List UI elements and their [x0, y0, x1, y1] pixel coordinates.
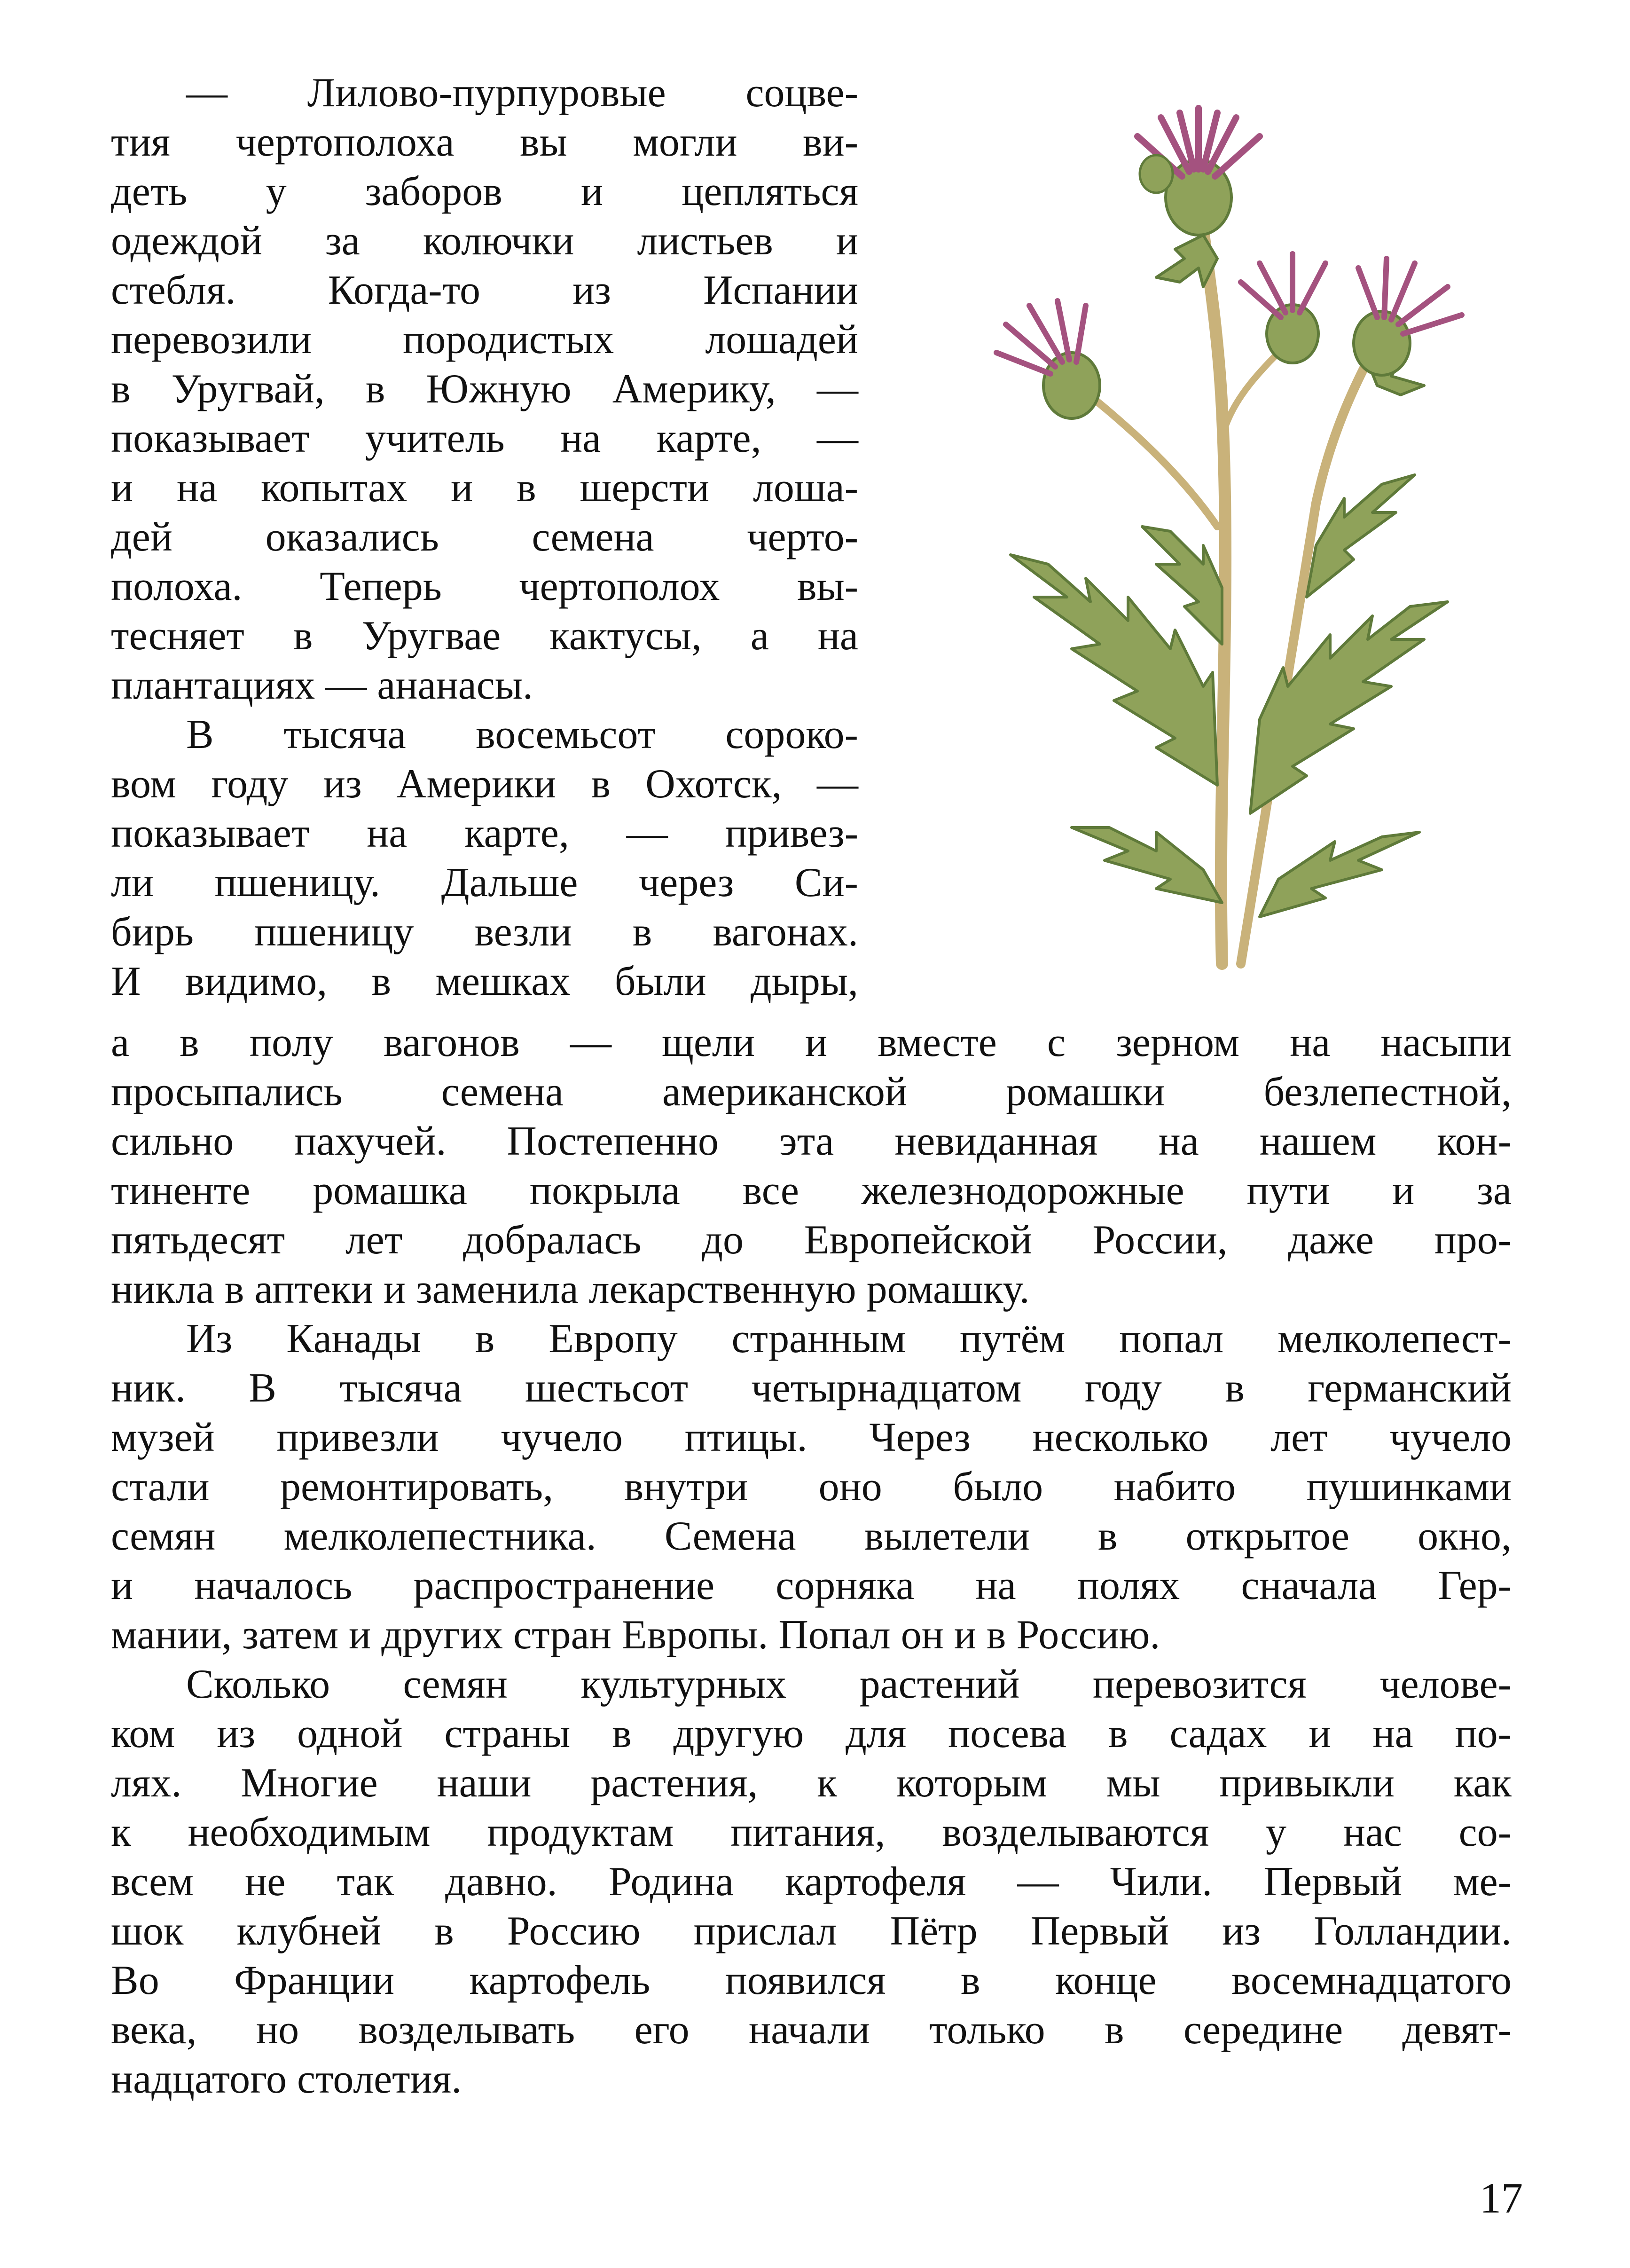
text-line: пятьдесят лет добралась до Европейской России, даже про- — [111, 1217, 1512, 1263]
text-line: а в полу вагонов — щели и вместе с зерном на насыпи — [111, 1020, 1512, 1065]
text-line: В тысяча восемьсот сороко- — [186, 712, 858, 757]
text-line: вом году из Америки в Охотск, — — [111, 761, 858, 807]
text-line: надцатого столетия. — [111, 2056, 462, 2102]
text-line: И видимо, в мешках были дыры, — [111, 959, 858, 1004]
text-line: ли пшеницу. Дальше через Си- — [111, 860, 858, 906]
text-line: семян мелколепестника. Семена вылетели в открытое окно, — [111, 1513, 1512, 1559]
text-line: плантациях — ананасы. — [111, 662, 533, 708]
text-line: тиненте ромашка покрыла все железнодорожные пути и за — [111, 1168, 1512, 1213]
text-line: сильно пахучей. Постепенно эта невиданная на нашем кон- — [111, 1118, 1512, 1164]
text-line: полоха. Теперь чертополох вы- — [111, 564, 858, 609]
text-line: — Лилово-пурпуровые соцве- — [186, 70, 858, 116]
text-line: всем не так давно. Родина картофеля — Чили. Первый ме- — [111, 1859, 1512, 1905]
thistle-plant-illustration — [893, 80, 1570, 973]
paragraph-wheat-start — [111, 710, 858, 1006]
text-line: в Уругвай, в Южную Америку, — — [111, 366, 858, 412]
paragraph-potato — [111, 1660, 1512, 2104]
text-line: показывает учитель на карте, — — [111, 416, 858, 461]
text-line: стали ремонтировать, внутри оно было набито пушинками — [111, 1464, 1512, 1510]
text-line: тия чертополоха вы могли ви- — [111, 119, 858, 165]
paragraph-thistle — [111, 68, 858, 710]
text-line: дей оказались семена черто- — [111, 514, 858, 560]
text-line: и на копытах и в шерсти лоша- — [111, 465, 858, 511]
text-line: ник. В тысяча шестьсот четырнадцатом году в германский — [111, 1365, 1512, 1411]
text-line: одеждой за колючки листьев и — [111, 218, 858, 264]
text-line: никла в аптеки и заменила лекарственную ромашку. — [111, 1267, 1030, 1312]
paragraph-wheat-end — [111, 1018, 1512, 1314]
text-line: к необходимым продуктам питания, возделываются у нас со- — [111, 1810, 1512, 1855]
text-line: тесняет в Уругвае кактусы, а на — [111, 613, 858, 659]
text-line: показывает на карте, — привез- — [111, 811, 858, 856]
text-line: ком из одной страны в другую для посева в садах и на по- — [111, 1711, 1512, 1756]
text-line: лях. Многие наши растения, к которым мы привыкли как — [111, 1760, 1512, 1806]
text-line: стебля. Когда-то из Испании — [111, 268, 858, 313]
text-line: Из Канады в Европу странным путём попал мелколепест- — [186, 1316, 1512, 1362]
text-line: и началось распространение сорняка на полях сначала Гер- — [111, 1563, 1512, 1608]
text-line: мании, затем и других стран Европы. Попал он и в Россию. — [111, 1612, 1160, 1658]
text-line: Во Франции картофель появился в конце восемнадцатого — [111, 1958, 1512, 2003]
narrow-text-column — [111, 68, 858, 1006]
wide-text-column — [111, 1018, 1512, 2104]
text-line: деть у заборов и цепляться — [111, 169, 858, 214]
text-line: музей привезли чучело птицы. Через несколько лет чучело — [111, 1415, 1512, 1460]
text-line: Сколько семян культурных растений перевозится челове- — [186, 1662, 1512, 1707]
text-line: просыпались семена американской ромашки безлепестной, — [111, 1069, 1512, 1115]
text-line: века, но возделывать его начали только в середине девят- — [111, 2007, 1512, 2053]
text-line: перевозили породистых лошадей — [111, 317, 858, 362]
text-line: бирь пшеницу везли в вагонах. — [111, 909, 858, 955]
text-line: шок клубней в Россию прислал Пётр Первый из Голландии. — [111, 1908, 1512, 1954]
paragraph-canada — [111, 1314, 1512, 1660]
page-number: 17 — [1480, 2174, 1523, 2222]
